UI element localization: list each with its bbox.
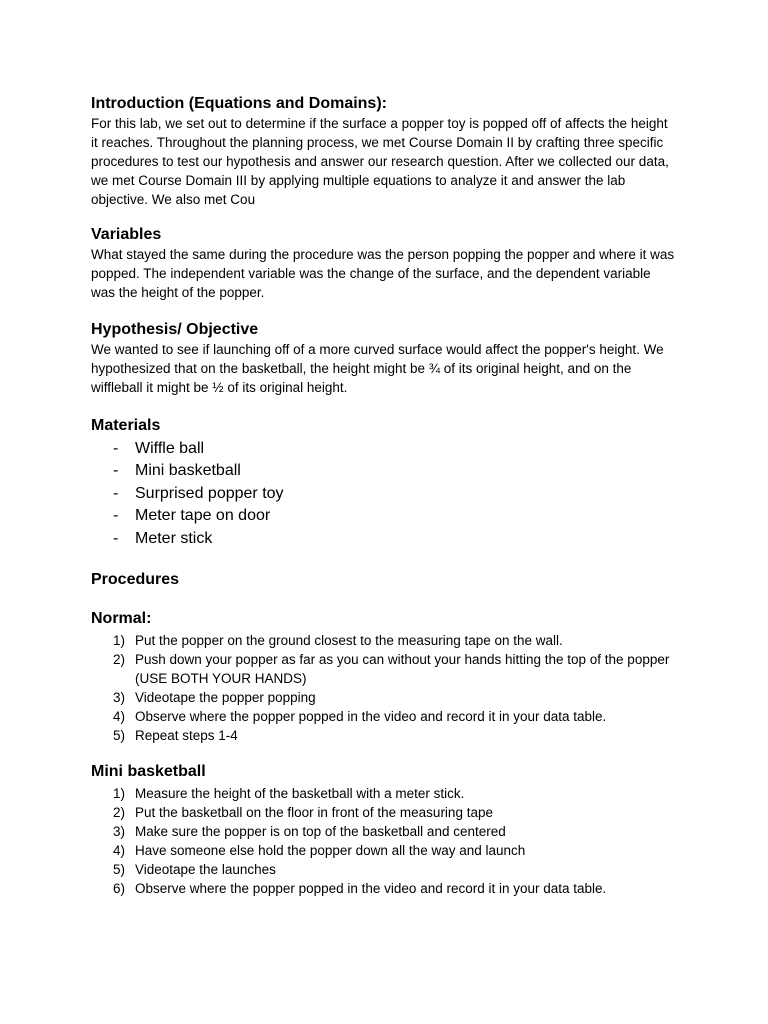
- material-label: Meter tape on door: [135, 507, 271, 525]
- step-number: 4): [113, 709, 126, 725]
- list-item: [91, 688, 678, 707]
- step-number: 6): [113, 881, 126, 897]
- introduction-section: [91, 94, 678, 209]
- normal-procedure-section: [91, 609, 678, 745]
- list-item: [91, 841, 678, 860]
- hypothesis-heading: Hypothesis/ Objective: [91, 321, 259, 338]
- material-label: Mini basketball: [135, 462, 241, 480]
- list-item: [91, 460, 678, 482]
- introduction-body: For this lab, we set out to determine if the surface a popper toy is popped off of affects the height it reaches. Throughout the planning process, we met Course Domain II by crafting three specific procedures to test our hypothesis and answer our research question. After we collected our data, we met Course Domain III by applying multiple equations to analyze it and answer the lab objective. We also met Cou: [91, 116, 669, 207]
- step-text: Have someone else hold the popper down all the way and launch: [135, 843, 526, 859]
- list-item: [91, 860, 678, 879]
- list-item: [91, 438, 678, 460]
- list-bullet: -: [113, 507, 119, 525]
- step-text: Repeat steps 1-4: [135, 728, 238, 744]
- list-item: [91, 631, 678, 650]
- step-number: 2): [113, 805, 126, 821]
- list-bullet: -: [113, 529, 119, 547]
- list-bullet: -: [113, 440, 119, 457]
- materials-section: [91, 416, 678, 550]
- list-bullet: -: [113, 484, 119, 502]
- mini-basketball-heading: Mini basketball: [91, 763, 206, 781]
- step-text: Put the popper on the ground closest to the measuring tape on the wall.: [135, 633, 563, 649]
- list-item: [91, 483, 678, 505]
- step-number: 3): [113, 690, 126, 706]
- list-item: [91, 505, 678, 527]
- list-item: [91, 528, 678, 550]
- material-label: Wiffle ball: [135, 440, 205, 457]
- materials-heading: Materials: [91, 417, 161, 434]
- normal-heading: Normal:: [91, 610, 152, 628]
- step-number: 1): [113, 633, 126, 649]
- introduction-heading: Introduction (Equations and Domains):: [91, 95, 387, 112]
- list-item: [91, 650, 678, 688]
- material-label: Surprised popper toy: [135, 484, 284, 502]
- step-number: 5): [113, 862, 126, 878]
- list-item: [91, 707, 678, 726]
- hypothesis-section: [91, 320, 678, 397]
- list-bullet: -: [113, 462, 119, 480]
- step-number: 3): [113, 824, 126, 840]
- step-number: 1): [113, 786, 126, 802]
- list-item: [91, 879, 678, 898]
- mini-basketball-procedure-section: [91, 762, 678, 898]
- step-text: Measure the height of the basketball with a meter stick.: [135, 786, 465, 802]
- step-number: 2): [113, 652, 126, 668]
- procedures-section: [91, 570, 678, 590]
- basketball-steps-list: [91, 784, 678, 898]
- material-label: Meter stick: [135, 529, 213, 547]
- step-text: Push down your popper as far as you can without your hands hitting the top of the popper (USE BOTH YOUR HANDS): [135, 652, 670, 687]
- normal-steps-list: [91, 631, 678, 745]
- step-number: 4): [113, 843, 126, 859]
- step-text: Make sure the popper is on top of the basketball and centered: [135, 824, 506, 840]
- materials-list: [91, 438, 678, 550]
- list-item: [91, 803, 678, 822]
- variables-section: [91, 225, 678, 302]
- variables-body: What stayed the same during the procedure was the person popping the popper and where it was popped. The independent variable was the change of the surface, and the dependent variable was the height of the popper.: [91, 247, 675, 300]
- step-text: Observe where the popper popped in the video and record it in your data table.: [135, 709, 607, 725]
- step-text: Videotape the popper popping: [135, 690, 316, 706]
- step-text: Observe where the popper popped in the video and record it in your data table.: [135, 881, 607, 897]
- step-number: 5): [113, 728, 126, 744]
- list-item: [91, 726, 678, 745]
- hypothesis-body: We wanted to see if launching off of a more curved surface would affect the popper's height. We hypothesized that on the basketball, the height might be ¾ of its original height, and on the wiffleball it might be ½ of its original height.: [91, 342, 664, 395]
- list-item: [91, 822, 678, 841]
- list-item: [91, 784, 678, 803]
- procedures-heading: Procedures: [91, 571, 180, 589]
- step-text: Videotape the launches: [135, 862, 276, 878]
- variables-heading: Variables: [91, 226, 162, 243]
- step-text: Put the basketball on the floor in front of the measuring tape: [135, 805, 493, 821]
